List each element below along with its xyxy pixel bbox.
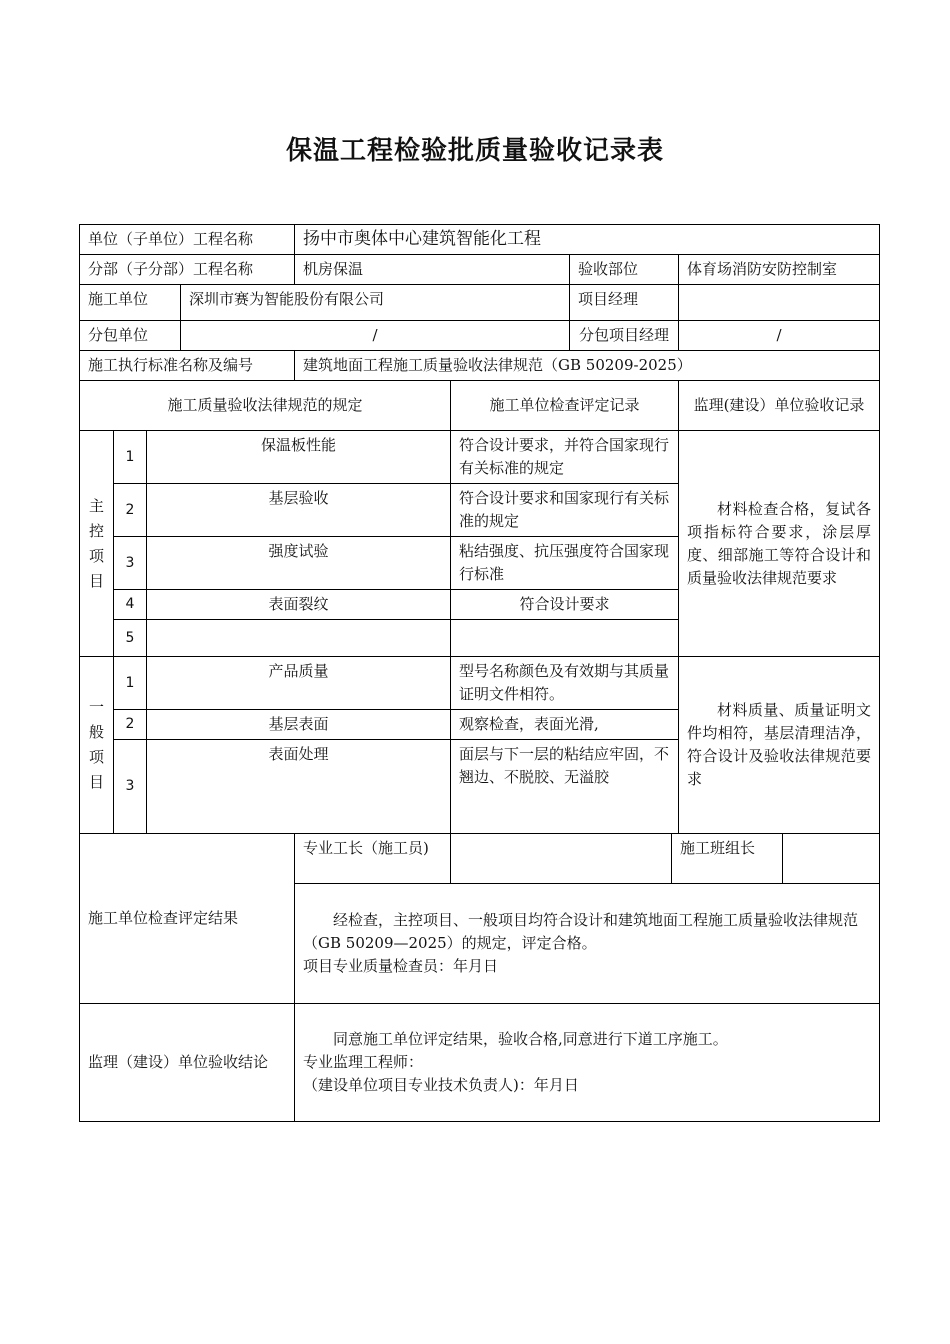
standard-label: 施工执行标准名称及编号: [80, 351, 295, 381]
check-record: 符合设计要求，并符合国家现行有关标准的规定: [451, 431, 679, 484]
subcontractor-value: /: [181, 321, 570, 351]
row-number: 1: [114, 431, 147, 484]
owner-signature: （建设单位项目专业技术负责人)：年月日: [303, 1076, 579, 1094]
spec-item: 基层验收: [147, 484, 451, 537]
foreman-label: 专业工长（施工员): [295, 834, 451, 884]
project-manager-value: [679, 285, 880, 321]
spec-item: 表面处理: [147, 740, 451, 834]
quality-inspector-signature: 项目专业质量检查员：年月日: [303, 957, 499, 975]
sub-pm-label: 分包项目经理: [570, 321, 679, 351]
sub-pm-value: /: [679, 321, 880, 351]
check-record: [451, 620, 679, 657]
supervision-conclusion-row: [80, 1004, 880, 1122]
check-record: 型号名称颜色及有效期与其质量证明文件相符。: [451, 657, 679, 710]
page-title: 保温工程检验批质量验收记录表: [285, 136, 664, 166]
unit-project-value: 扬中市奥体中心建筑智能化工程: [295, 225, 880, 255]
construction-unit-value: 深圳市赛为智能股份有限公司: [181, 285, 570, 321]
supervision-engineer-signature: 专业监理工程师：: [303, 1053, 424, 1071]
row-number: 2: [114, 484, 147, 537]
team-leader-value: [783, 834, 880, 884]
main-control-supervision: 材料检查合格，复试各项指标符合要求，涂层厚度、细部施工等符合设计和质量验收法律规范要求: [679, 431, 880, 657]
check-record: 符合设计要求: [451, 590, 679, 620]
spec-column-header: 施工质量验收法律规范的规定: [80, 381, 451, 431]
row-number: 4: [114, 590, 147, 620]
row-number: 3: [114, 537, 147, 590]
spec-item: 基层表面: [147, 710, 451, 740]
acceptance-record-table: [79, 224, 880, 1122]
header-row-construction-unit: [80, 285, 880, 321]
standard-value: 建筑地面工程施工质量验收法律规范（GB 50209-2025）: [295, 351, 880, 381]
spec-item: [147, 620, 451, 657]
general-label: 一 般 项 目: [80, 657, 114, 834]
spec-item: 表面裂纹: [147, 590, 451, 620]
subcontractor-label: 分包单位: [80, 321, 181, 351]
spec-item: 保温板性能: [147, 431, 451, 484]
column-header-row: [80, 381, 880, 431]
check-column-header: 施工单位检查评定记录: [451, 381, 679, 431]
acceptance-part-label: 验收部位: [570, 255, 679, 285]
check-record: 符合设计要求和国家现行有关标准的规定: [451, 484, 679, 537]
construction-conclusion-cell: [295, 884, 880, 1004]
sub-project-value: 机房保温: [295, 255, 570, 285]
construction-result-label: 施工单位检查评定结果: [80, 834, 295, 1004]
check-record: 粘结强度、抗压强度符合国家现行标准: [451, 537, 679, 590]
check-record: 面层与下一层的粘结应牢固，不翘边、不脱胶、无溢胶: [451, 740, 679, 834]
row-number: 1: [114, 657, 147, 710]
header-row-subcontractor: [80, 321, 880, 351]
table-row: [80, 431, 880, 484]
team-leader-label: 施工班组长: [672, 834, 783, 884]
spec-item: 产品质量: [147, 657, 451, 710]
header-row-project: [80, 225, 880, 255]
main-control-label: 主 控 项 目: [80, 431, 114, 657]
construction-unit-label: 施工单位: [80, 285, 181, 321]
supervision-conclusion: 同意施工单位评定结果，验收合格,同意进行下道工序施工。: [333, 1030, 728, 1048]
sub-project-label: 分部（子分部）工程名称: [80, 255, 295, 285]
construction-conclusion: 经检查，主控项目、一般项目均符合设计和建筑地面工程施工质量验收法律规范（GB 50209—2025）的规定，评定合格。: [303, 911, 859, 952]
spec-item: 强度试验: [147, 537, 451, 590]
header-row-standard: [80, 351, 880, 381]
foreman-row: [80, 834, 880, 884]
supervision-column-header: 监理(建设）单位验收记录: [679, 381, 880, 431]
row-number: 2: [114, 710, 147, 740]
general-supervision: 材料质量、质量证明文件均相符，基层清理洁净，符合设计及验收法律规范要求: [679, 657, 880, 834]
unit-project-label: 单位（子单位）工程名称: [80, 225, 295, 255]
supervision-result-label: 监理（建设）单位验收结论: [80, 1004, 295, 1122]
check-record: 观察检查，表面光滑,: [451, 710, 679, 740]
foreman-value: [451, 834, 672, 884]
supervision-conclusion-cell: [295, 1004, 880, 1122]
row-number: 5: [114, 620, 147, 657]
row-number: 3: [114, 740, 147, 834]
project-manager-label: 项目经理: [570, 285, 679, 321]
header-row-subproject: [80, 255, 880, 285]
table-row: [80, 657, 880, 710]
acceptance-part-value: 体育场消防安防控制室: [679, 255, 880, 285]
